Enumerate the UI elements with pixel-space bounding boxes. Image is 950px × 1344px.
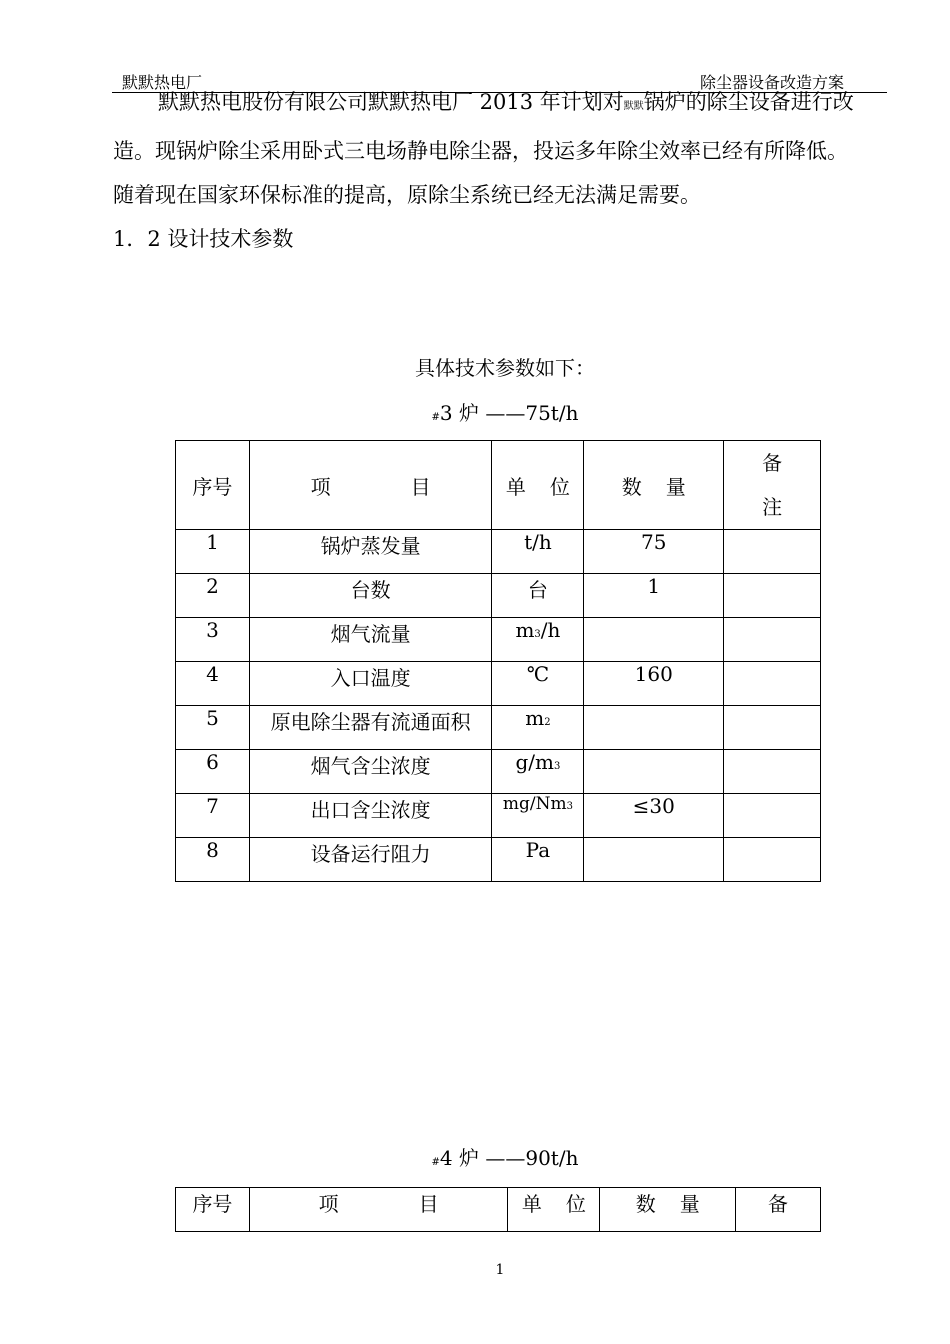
table2-header-item-a: 项 — [318, 1192, 339, 1216]
table1-row3-unit — [492, 618, 584, 662]
page-number: 1 — [495, 1262, 505, 1278]
header-right: 除尘器设备改造方案 — [700, 73, 845, 92]
table1-row6-qty — [584, 750, 724, 794]
table1-row4-qty: 160 — [584, 662, 724, 706]
table2-header-no: 序号 — [176, 1188, 250, 1232]
table2-header-item-b: 目 — [418, 1192, 439, 1216]
table1-header-remark-a: 备 — [762, 451, 783, 475]
table1-row5-unit-a: m — [525, 706, 545, 730]
table1-row6-unit-sub: 3 — [553, 761, 561, 772]
table2-header-remark: 备 — [736, 1188, 821, 1232]
table1-row2-unit: 台 — [492, 574, 584, 618]
table1-row5-unit-sub: 2 — [544, 717, 551, 728]
table1-row2-qty: 1 — [584, 574, 724, 618]
table1-row1-no: 1 — [176, 530, 250, 574]
table1-row8-unit: Pa — [492, 838, 584, 882]
table1-header-item-b: 目 — [410, 474, 431, 499]
table-row — [176, 618, 821, 662]
table1-header-remark-b: 注 — [762, 495, 783, 519]
section-heading: 1．2 设计技术参数 — [113, 227, 294, 251]
table2-header-qty-a: 数 — [635, 1192, 656, 1216]
table1-row5-no: 5 — [176, 706, 250, 750]
params-intro: 具体技术参数如下： — [415, 356, 595, 380]
table1-row7-no: 7 — [176, 794, 250, 838]
table1-row2-remark — [724, 574, 821, 618]
table1-header-row — [176, 441, 821, 530]
table1-header-unit-a: 单 — [505, 474, 526, 499]
table1-row6-item: 烟气含尘浓度 — [249, 750, 492, 794]
table1-row8-remark — [724, 838, 821, 882]
table-row — [176, 530, 821, 574]
table1-header-unit-b: 位 — [549, 474, 570, 499]
table1-row4-item: 入口温度 — [249, 662, 492, 706]
intro-line-1-b: 锅炉的除尘设备进行改 — [643, 90, 854, 114]
table1 — [175, 440, 821, 882]
table1-row3-remark — [724, 618, 821, 662]
table2-header-row — [176, 1188, 821, 1232]
table1-caption — [0, 397, 950, 426]
table1-row4-unit: ℃ — [492, 662, 584, 706]
table1-row7-qty: ≤30 — [584, 794, 724, 838]
table1-row1-unit: t/h — [492, 530, 584, 574]
table1-row7-unit — [492, 794, 584, 838]
table1-header-qty-a: 数 — [621, 474, 642, 499]
table2-header-unit — [508, 1188, 600, 1232]
intro-line-1-small: 默默 — [623, 101, 644, 112]
table1-row3-unit-b: /h — [540, 618, 561, 642]
table1-row5-remark — [724, 706, 821, 750]
table1-row6-unit-a: g/m — [515, 750, 554, 774]
table2-header-unit-a: 单 — [521, 1192, 542, 1216]
table1-row1-qty: 75 — [584, 530, 724, 574]
table1-row6-remark — [724, 750, 821, 794]
table1-row8-no: 8 — [176, 838, 250, 882]
table1-row3-unit-a: m — [515, 618, 535, 642]
table-row — [176, 750, 821, 794]
table1-row1-remark — [724, 530, 821, 574]
table1-row7-item: 出口含尘浓度 — [249, 794, 492, 838]
table1-row7-unit-sub: 3 — [566, 801, 573, 812]
table-row — [176, 662, 821, 706]
table1-row5-item: 原电除尘器有流通面积 — [249, 706, 492, 750]
intro-line-2: 造。现锅炉除尘采用卧式三电场静电除尘器，投运多年除尘效率已经有所降低。 — [113, 139, 848, 163]
table1-row4-no: 4 — [176, 662, 250, 706]
table1-row6-unit — [492, 750, 584, 794]
table1-row3-qty — [584, 618, 724, 662]
table1-row2-item: 台数 — [249, 574, 492, 618]
table1-row5-qty — [584, 706, 724, 750]
table1-row1-item: 锅炉蒸发量 — [249, 530, 492, 574]
table2-header-qty — [600, 1188, 736, 1232]
table-row — [176, 794, 821, 838]
table1-row5-unit — [492, 706, 584, 750]
table1-header-qty-b: 量 — [665, 474, 686, 499]
table-row — [176, 706, 821, 750]
table1-row7-remark — [724, 794, 821, 838]
table-row — [176, 574, 821, 618]
intro-line-1-a: 默默热电股份有限公司默默热电厂 2013 年计划对 — [158, 90, 624, 114]
table2-header-item — [249, 1188, 508, 1232]
table1-header-item-a: 项 — [310, 474, 331, 499]
table1-header-qty — [584, 441, 724, 530]
table2-header-unit-b: 位 — [565, 1192, 586, 1216]
table1-header-item — [249, 441, 492, 530]
table1-caption-main: 3 炉 ——75t/h — [439, 401, 579, 425]
table1-row2-no: 2 — [176, 574, 250, 618]
table2-header-qty-b: 量 — [679, 1192, 700, 1216]
intro-line-1 — [113, 80, 888, 129]
table1-caption-prefix: # — [431, 412, 440, 423]
table1-header-unit — [492, 441, 584, 530]
table1-row3-item: 烟气流量 — [249, 618, 492, 662]
intro-line-3: 随着现在国家环保标准的提高，原除尘系统已经无法满足需要。 — [113, 183, 701, 207]
table1-row8-item: 设备运行阻力 — [249, 838, 492, 882]
table-row — [176, 838, 821, 882]
table1-row8-qty — [584, 838, 724, 882]
table1-header-remark — [724, 441, 821, 530]
table2-caption-main: 4 炉 ——90t/h — [439, 1146, 579, 1170]
table1-row3-no: 3 — [176, 618, 250, 662]
table2 — [175, 1187, 821, 1232]
intro-paragraph — [113, 80, 888, 261]
header-left: 默默热电厂 — [122, 73, 203, 92]
table2-caption — [0, 1142, 950, 1171]
table1-row4-remark — [724, 662, 821, 706]
table1-row7-unit-a: mg/Nm — [502, 794, 567, 814]
table2-caption-prefix: # — [431, 1157, 440, 1168]
table1-row6-no: 6 — [176, 750, 250, 794]
table1-row3-unit-sub: 3 — [534, 629, 541, 640]
table1-header-no: 序号 — [176, 441, 250, 530]
